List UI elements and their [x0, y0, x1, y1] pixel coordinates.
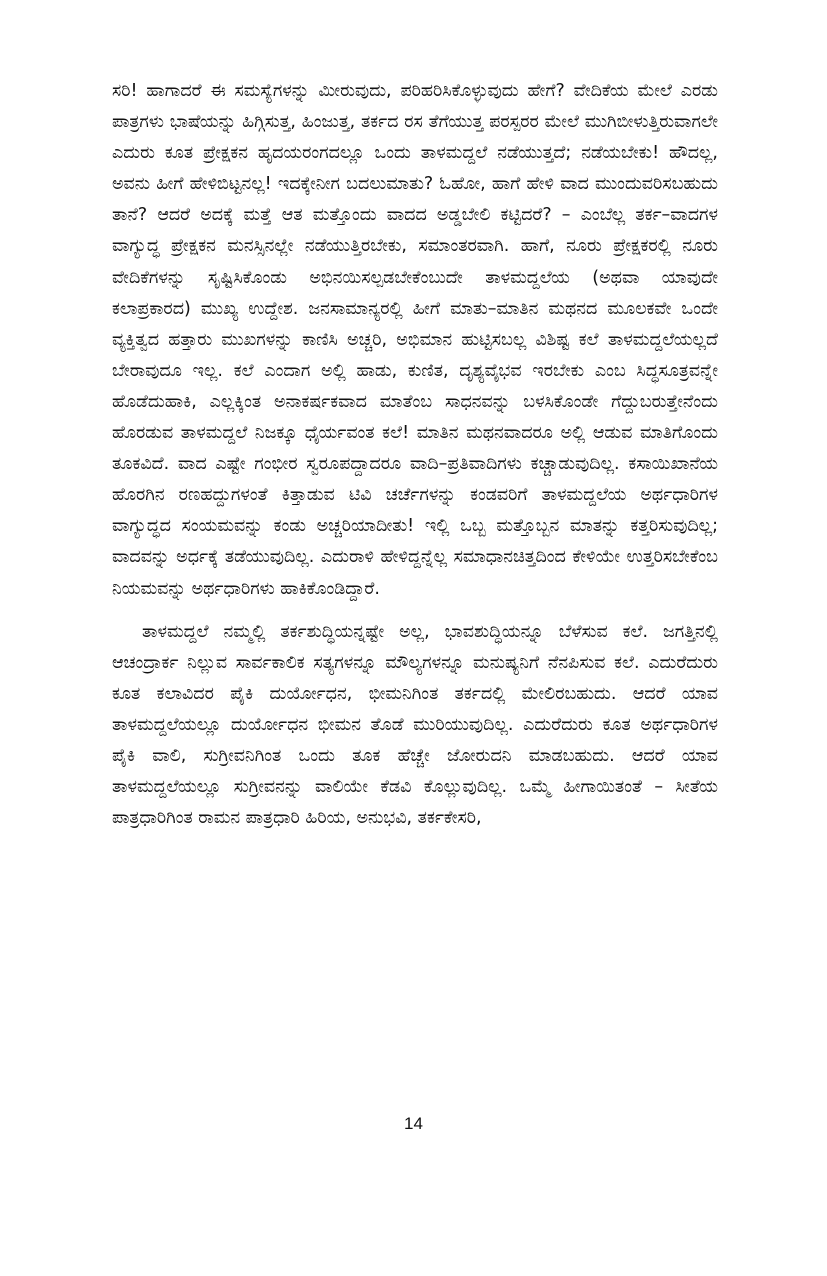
paragraph-1: ಸರಿ! ಹಾಗಾದರೆ ಈ ಸಮಸ್ಯೆಗಳನ್ನು ಮೀರುವುದು, ಪರಿಹರಿಸಿಕೊಳ್ಳುವುದು ಹೇಗೆ? ವೇದಿಕೆಯ ಮೇಲೆ ಎರಡು ಪಾತ್ರಗಳು ಭಾಷೆಯನ್ನು ಹಿಗ್ಗಿಸುತ್ತ, ಹಿಂಜುತ್ತ, ತರ್ಕದ ರಸ ತೆಗೆಯುತ್ತ ಪರಸ್ಪರರ ಮೇಲೆ ಮುಗಿಬೀಳುತ್ತಿರುವಾಗಲೇ ಎದುರು ಕೂತ ಪ್ರೇಕ್ಷಕನ ಹೃದಯರಂಗದಲ್ಲೂ ಒಂದು ತಾಳಮದ್ದಲೆ ನಡೆಯುತ್ತದೆ; ನಡೆಯಬೇಕು! ಹೌದಲ್ಲ, ಅವನು ಹೀಗೆ ಹೇಳಿಬಿಟ್ಟನಲ್ಲ! ಇದಕ್ಕೇನೀಗ ಬದಲುಮಾತು? ಓಹೋ, ಹಾಗೆ ಹೇಳಿ ವಾದ ಮುಂದುವರಿಸಬಹುದು ತಾನೆ? ಆದರೆ ಅದಕ್ಕೆ ಮತ್ತೆ ಆತ ಮತ್ತೊಂದು ವಾದದ ಅಡ್ಡಬೇಲಿ ಕಟ್ಟಿದರೆ? – ಎಂಬೆಲ್ಲ ತರ್ಕ–ವಾದಗಳ ವಾಗ್ಯುದ್ಧ ಪ್ರೇಕ್ಷಕನ ಮನಸ್ಸಿನಲ್ಲೇ ನಡೆಯುತ್ತಿರಬೇಕು, ಸಮಾಂತರವಾಗಿ. ಹಾಗೆ, ನೂರು ಪ್ರೇಕ್ಷಕರಲ್ಲಿ ನೂರು ವೇದಿಕೆಗಳನ್ನು ಸೃಷ್ಟಿಸಿಕೊಂಡು ಅಭಿನಯಿಸಲ್ಪಡಬೇಕೆಂಬುದೇ ತಾಳಮದ್ದಲೆಯ (ಅಥವಾ ಯಾವುದೇ ಕಲಾಪ್ರಕಾರದ) ಮುಖ್ಯ ಉದ್ದೇಶ. ಜನಸಾಮಾನ್ಯರಲ್ಲಿ ಹೀಗೆ ಮಾತು–ಮಾತಿನ ಮಥನದ ಮೂಲಕವೇ ಒಂದೇ ವ್ಯಕ್ತಿತ್ವದ ಹತ್ತಾರು ಮುಖಗಳನ್ನು ಕಾಣಿಸಿ ಅಚ್ಚರಿ, ಅಭಿಮಾನ ಹುಟ್ಟಿಸಬಲ್ಲ ವಿಶಿಷ್ಟ ಕಲೆ ತಾಳಮದ್ದಲೆಯಲ್ಲದೆ ಬೇರಾವುದೂ ಇಲ್ಲ. ಕಲೆ ಎಂದಾಗ ಅಲ್ಲಿ ಹಾಡು, ಕುಣಿತ, ದೃಶ್ಯವೈಭವ ಇರಬೇಕು ಎಂಬ ಸಿದ್ಧಸೂತ್ರವನ್ನೇ ಹೊಡೆದುಹಾಕಿ, ಎಲ್ಲಕ್ಕಿಂತ ಅನಾಕರ್ಷಕವಾದ ಮಾತೆಂಬ ಸಾಧನವನ್ನು ಬಳಸಿಕೊಂಡೇ ಗೆದ್ದುಬರುತ್ತೇನೆಂದು ಹೊರಡುವ ತಾಳಮದ್ದಲೆ ನಿಜಕ್ಕೂ ಧೈರ್ಯವಂತ ಕಲೆ! ಮಾತಿನ ಮಥನವಾದರೂ ಅಲ್ಲಿ ಆಡುವ ಮಾತಿಗೊಂದು ತೂಕವಿದೆ. ವಾದ ಎಷ್ಟೇ ಗಂಭೀರ ಸ್ವರೂಪದ್ದಾದರೂ ವಾದಿ–ಪ್ರತಿವಾದಿಗಳು ಕಚ್ಚಾಡುವುದಿಲ್ಲ. ಕಸಾಯಿಖಾನೆಯ ಹೊರಗಿನ ರಣಹದ್ದುಗಳಂತೆ ಕಿತ್ತಾಡುವ ಟಿವಿ ಚರ್ಚೆಗಳನ್ನು ಕಂಡವರಿಗೆ ತಾಳಮದ್ದಲೆಯ ಅರ್ಥಧಾರಿಗಳ ವಾಗ್ಯುದ್ಧದ ಸಂಯಮವನ್ನು ಕಂಡು ಅಚ್ಚರಿಯಾದೀತು! ಇಲ್ಲಿ ಒಬ್ಬ ಮತ್ತೊಬ್ಬನ ಮಾತನ್ನು ಕತ್ತರಿಸುವುದಿಲ್ಲ; ವಾದವನ್ನು ಅರ್ಧಕ್ಕೆ ತಡೆಯುವುದಿಲ್ಲ. ಎದುರಾಳಿ ಹೇಳಿದ್ದನ್ನೆಲ್ಲ ಸಮಾಧಾನಚಿತ್ತದಿಂದ ಕೇಳಿಯೇ ಉತ್ತರಿಸಬೇಕೆಂಬ ನಿಯಮವನ್ನು ಅರ್ಥಧಾರಿಗಳು ಹಾಕಿಕೊಂಡಿದ್ದಾರೆ.	[112, 81, 718, 599]
body-text	[112, 76, 718, 834]
paragraph-2: ತಾಳಮದ್ದಲೆ ನಮ್ಮಲ್ಲಿ ತರ್ಕಶುದ್ಧಿಯನ್ನಷ್ಟೇ ಅಲ್ಲ, ಭಾವಶುದ್ಧಿಯನ್ನೂ ಬೆಳೆಸುವ ಕಲೆ. ಜಗತ್ತಿನಲ್ಲಿ ಆಚಂದ್ರಾರ್ಕ ನಿಲ್ಲುವ ಸಾರ್ವಕಾಲಿಕ ಸತ್ಯಗಳನ್ನೂ ಮೌಲ್ಯಗಳನ್ನೂ ಮನುಷ್ಯನಿಗೆ ನೆನಪಿಸುವ ಕಲೆ. ಎದುರೆದುರು ಕೂತ ಕಲಾವಿದರ ಪೈಕಿ ದುರ್ಯೋಧನ, ಭೀಮನಿಗಿಂತ ತರ್ಕದಲ್ಲಿ ಮೇಲಿರಬಹುದು. ಆದರೆ ಯಾವ ತಾಳಮದ್ದಲೆಯಲ್ಲೂ ದುರ್ಯೋಧನ ಭೀಮನ ತೊಡೆ ಮುರಿಯುವುದಿಲ್ಲ. ಎದುರೆದುರು ಕೂತ ಅರ್ಥಧಾರಿಗಳ ಪೈಕಿ ವಾಲಿ, ಸುಗ್ರೀವನಿಗಿಂತ ಒಂದು ತೂಕ ಹೆಚ್ಚೇ ಜೋರುದನಿ ಮಾಡಬಹುದು. ಆದರೆ ಯಾವ ತಾಳಮದ್ದಲೆಯಲ್ಲೂ ಸುಗ್ರೀವನನ್ನು ವಾಲಿಯೇ ಕೆಡವಿ ಕೊಲ್ಲುವುದಿಲ್ಲ. ಒಮ್ಮೆ ಹೀಗಾಯಿತಂತೆ – ಸೀತೆಯ ಪಾತ್ರಧಾರಿಗಿಂತ ರಾಮನ ಪಾತ್ರಧಾರಿ ಹಿರಿಯ, ಅನುಭವಿ, ತರ್ಕಕೇಸರಿ,	[112, 621, 718, 829]
page-number: 14	[404, 1114, 423, 1133]
